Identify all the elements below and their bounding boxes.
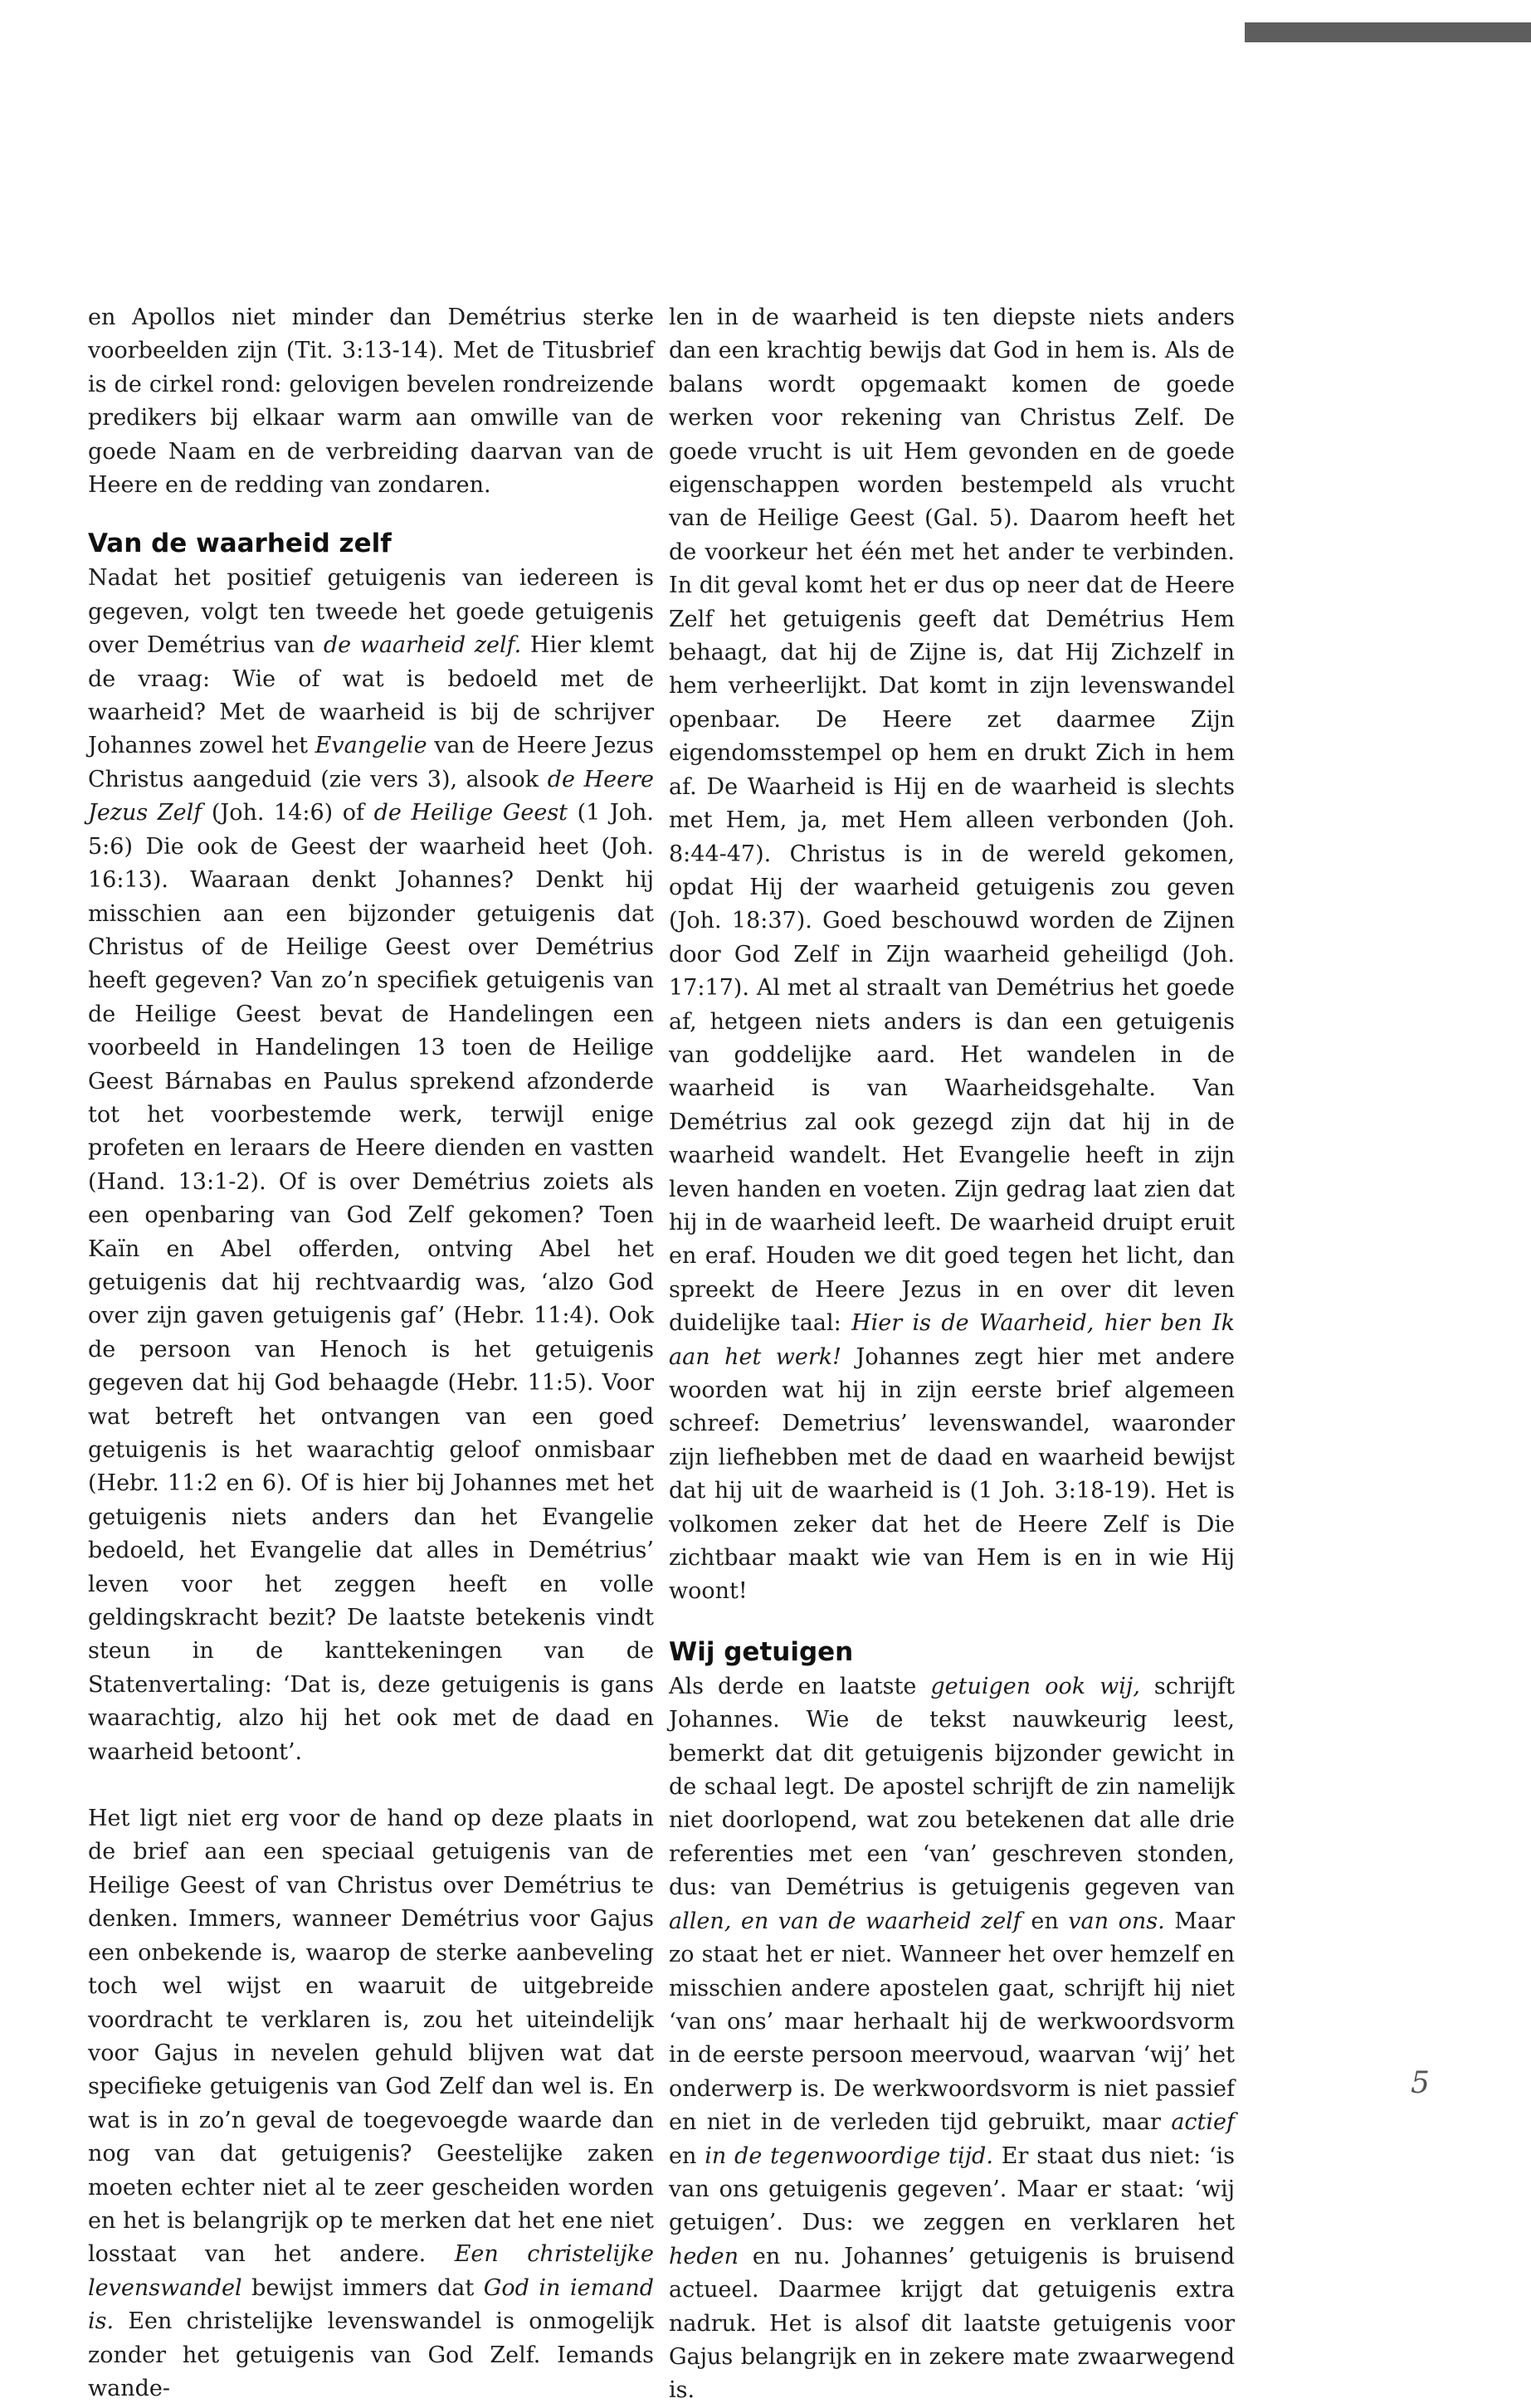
- emphasis: actief: [1171, 2109, 1235, 2136]
- text-run: (Joh. 14:6) of: [202, 800, 374, 826]
- emphasis: God in iemand is.: [88, 2274, 654, 2335]
- emphasis: in de tegenwoordige tijd.: [705, 2142, 993, 2169]
- text-run: van de Heere Jezus Christus aangeduid (zie vers 3), alsook: [88, 733, 654, 792]
- text-run: schrijft Johannes. Wie de tekst nauwkeurig leest, bemerkt dat dit getuigenis bijzonder gewicht in de schaal legt. De apostel schrijft de zin namelijk niet doorlopend, wat zou betekenen dat alle drie referenties met een ‘van’ geschreven stonden, dus: van Demétrius is getuigenis gegeven van: [669, 1673, 1236, 1901]
- emphasis: heden: [669, 2243, 739, 2269]
- paragraph: [88, 562, 654, 1769]
- text-run: Het ligt niet erg voor de hand op deze plaats in de brief aan een speciaal getuigenis van de Heilige Geest of van Christus over Demétrius te denken. Immers, wanneer Demétrius voor Gajus een onbekende is, waarop de sterke aanbeveling toch wel wijst en waaruit de uitgebreide voordracht te verklaren is, zou het uiteindelijk voor Gajus in nevelen gehuld blijven wat dat specifieke getuigenis van God Zelf dan wel is. En wat is in zo’n geval de toegevoegde waarde dan nog van dat getuigenis? Geestelijke zaken moeten echter niet al te zeer gescheiden worden en het is belangrijk op te merken dat het ene niet losstaat van het andere.: [88, 1806, 654, 2268]
- header-accent-bar: [1245, 22, 1531, 42]
- text-run: (1 Joh. 5:6) Die ook de Geest der waarheid heet (Joh. 16:13). Waaraan denkt Johannes? Denkt hij misschien aan een bijzonder getuigenis dat Christus of de Heilige Geest over Demétrius heeft gegeven? Van zo’n specifiek getuigenis van de Heilige Geest bevat de Handelingen een voorbeeld in Handelingen 13 toen de Heilige Geest Bárnabas en Paulus sprekend afzonderde tot het voorbestemde werk, terwijl enige profeten en leraars de Heere dienden en vastten (Hand. 13:1-2). Of is over Demétrius zoiets als een openbaring van God Zelf gekomen? Toen Kaïn en Abel offerden, ontving Abel het getuigenis dat hij rechtvaardig was, ‘alzo God over zijn gaven getuigenis gaf’ (Hebr. 11:4). Ook de persoon van Henoch is het getuigenis gegeven dat hij God behaagde (Hebr. 11:5). Voor wat betreft het ontvangen van een goed getuigenis is het waarachtig geloof onmisbaar (Hebr. 11:2 en 6). Of is hier bij Johannes met het getuigenis niets anders dan het Evangelie bedoeld, het Evangelie dat alles in Demétrius’ leven voor het zeggen heeft en volle geldingskracht bezit? De laatste betekenis vindt steun in de kanttekeningen van de Statenvertaling: ‘Dat is, deze getuigenis is gans waarachtig, alzo hij het ook met de daad en waarheid betoont’.: [88, 800, 654, 1765]
- emphasis: de Heere Jezus Zelf: [88, 766, 654, 826]
- text-run: Johannes zegt hier met andere woorden wat hij in zijn eerste brief algemeen schreef: Demetrius’ levenswandel, waaronder zijn liefhebben met de daad en waarheid bewijst dat hij uit de waarheid is (1 Joh. 3:18-19). Het is volkomen zeker dat het de Heere Zelf is Die zichtbaar maakt wie van Hem is en in wie Hij woont!: [669, 1343, 1235, 1605]
- text-run: Hier klemt de vraag: Wie of wat is bedoeld met de waarheid? Met de waarheid is bij de schrijver Johannes zowel het: [88, 632, 654, 759]
- emphasis: de waarheid zelf.: [323, 632, 522, 659]
- section-heading: Van de waarheid zelf: [88, 529, 392, 559]
- paragraph: [669, 301, 1235, 1609]
- paragraph: [669, 1670, 1235, 2408]
- emphasis: van ons.: [1068, 1908, 1165, 1934]
- text-run: len in de waarheid is ten diepste niets anders dan een krachtig bewijs dat God in hem is. Als de balans wordt opgemaakt komen de goede werken voor rekening van Christus Zelf. De goede vrucht is uit Hem gevonden en de goede eigenschappen worden bestempeld als vrucht van de Heilige Geest (Gal. 5). Daarom heeft het de voorkeur het één met het ander te verbinden. In dit geval komt het er dus op neer dat de Heere Zelf het getuigenis geeft dat Demétrius Hem behaagt, dat hij de Zijne is, dat Hij Zichzelf in hem verheerlijkt. Dat komt in zijn levenswandel openbaar. De Heere zet daarmee Zijn eigendomsstempel op hem en drukt Zich in hem af. De Waarheid is Hij en de waarheid is slechts met Hem, ja, met Hem alleen verbonden (Joh. 8:44-47). Christus is in de wereld gekomen, opdat Hij der waarheid getuigenis zou geven (Joh. 18:37). Goed beschouwd worden de Zijnen door God Zelf in Zijn waarheid geheiligd (Joh. 17:17). Al met al straalt van Demétrius het goede af, hetgeen niets anders is dan een getuigenis van goddelijke aard. Het wandelen in de waarheid is van Waarheidsgehalte. Van Demétrius zal ook gezegd zijn dat hij in de waarheid wandelt. Het Evangelie heeft in zijn leven handen en voeten. Zijn gedrag laat zien dat hij in de waarheid leeft. De waarheid druipt eruit en eraf. Houden we dit goed tegen het licht, dan spreekt de Heere Jezus in en over dit leven duidelijke taal:: [669, 305, 1235, 1337]
- text-run: bewijst immers dat: [241, 2274, 484, 2301]
- right-column: [669, 301, 1235, 2408]
- text-run: Maar zo staat het er niet. Wanneer het over hemzelf en misschien andere apostelen gaat, schrijft hij niet ‘van ons’ maar herhaalt hij de werkwoordsvorm in de eerste persoon meervoud, waarvan ‘wij’ het onderwerp is. De werkwoordsvorm is niet passief en niet in de verleden tijd gebruikt, maar: [669, 1908, 1235, 2136]
- text-run: Er staat dus niet: ‘is van ons getuigenis gegeven’. Maar er staat: ‘wij getuigen’. Dus: we zeggen en verklaren het: [669, 2142, 1235, 2236]
- emphasis: Een christelijke levenswandel: [88, 2241, 654, 2301]
- text-run: en: [1021, 1908, 1069, 1934]
- text-run: Nadat het positief getuigenis van iedereen is gegeven, volgt ten tweede het goede getuigenis over Demétrius van: [88, 565, 654, 659]
- text-run: Als derde en laatste: [669, 1673, 931, 1699]
- emphasis: allen, en van de waarheid zelf: [669, 1908, 1021, 1934]
- page-number: 5: [1411, 2066, 1430, 2100]
- section-heading: Wij getuigen: [669, 1636, 854, 1667]
- emphasis: de Heilige Geest: [373, 800, 568, 826]
- text-run: Een christelijke levenswandel is onmogelijk zonder het getuigenis van God Zelf. Iemands wande-: [88, 2308, 654, 2401]
- emphasis: getuigen ook wij,: [930, 1673, 1140, 1699]
- paragraph-text: en Apollos niet minder dan Demétrius sterke voorbeelden zijn (Tit. 3:13-14). Met de Titusbrief is de cirkel rond: gelovigen bevelen rondreizende predikers bij elkaar warm aan omwille van de goede Naam en de verbreiding daarvan van de Heere en de redding van zondaren.: [88, 305, 654, 499]
- left-column: [88, 301, 654, 2406]
- emphasis: Hier is de Waarheid, hier ben Ik aan het werk!: [669, 1310, 1236, 1370]
- paragraph: [88, 301, 654, 502]
- text-run: en: [669, 2142, 705, 2169]
- emphasis: Evangelie: [314, 733, 427, 759]
- text-run: en nu. Johannes’ getuigenis is bruisend actueel. Daarmee krijgt dat getuigenis extra nadruk. Het is alsof dit laatste getuigenis voor Gajus belangrijk en in zekere mate zwaarwegend is.: [669, 2243, 1235, 2404]
- paragraph: [88, 1802, 654, 2406]
